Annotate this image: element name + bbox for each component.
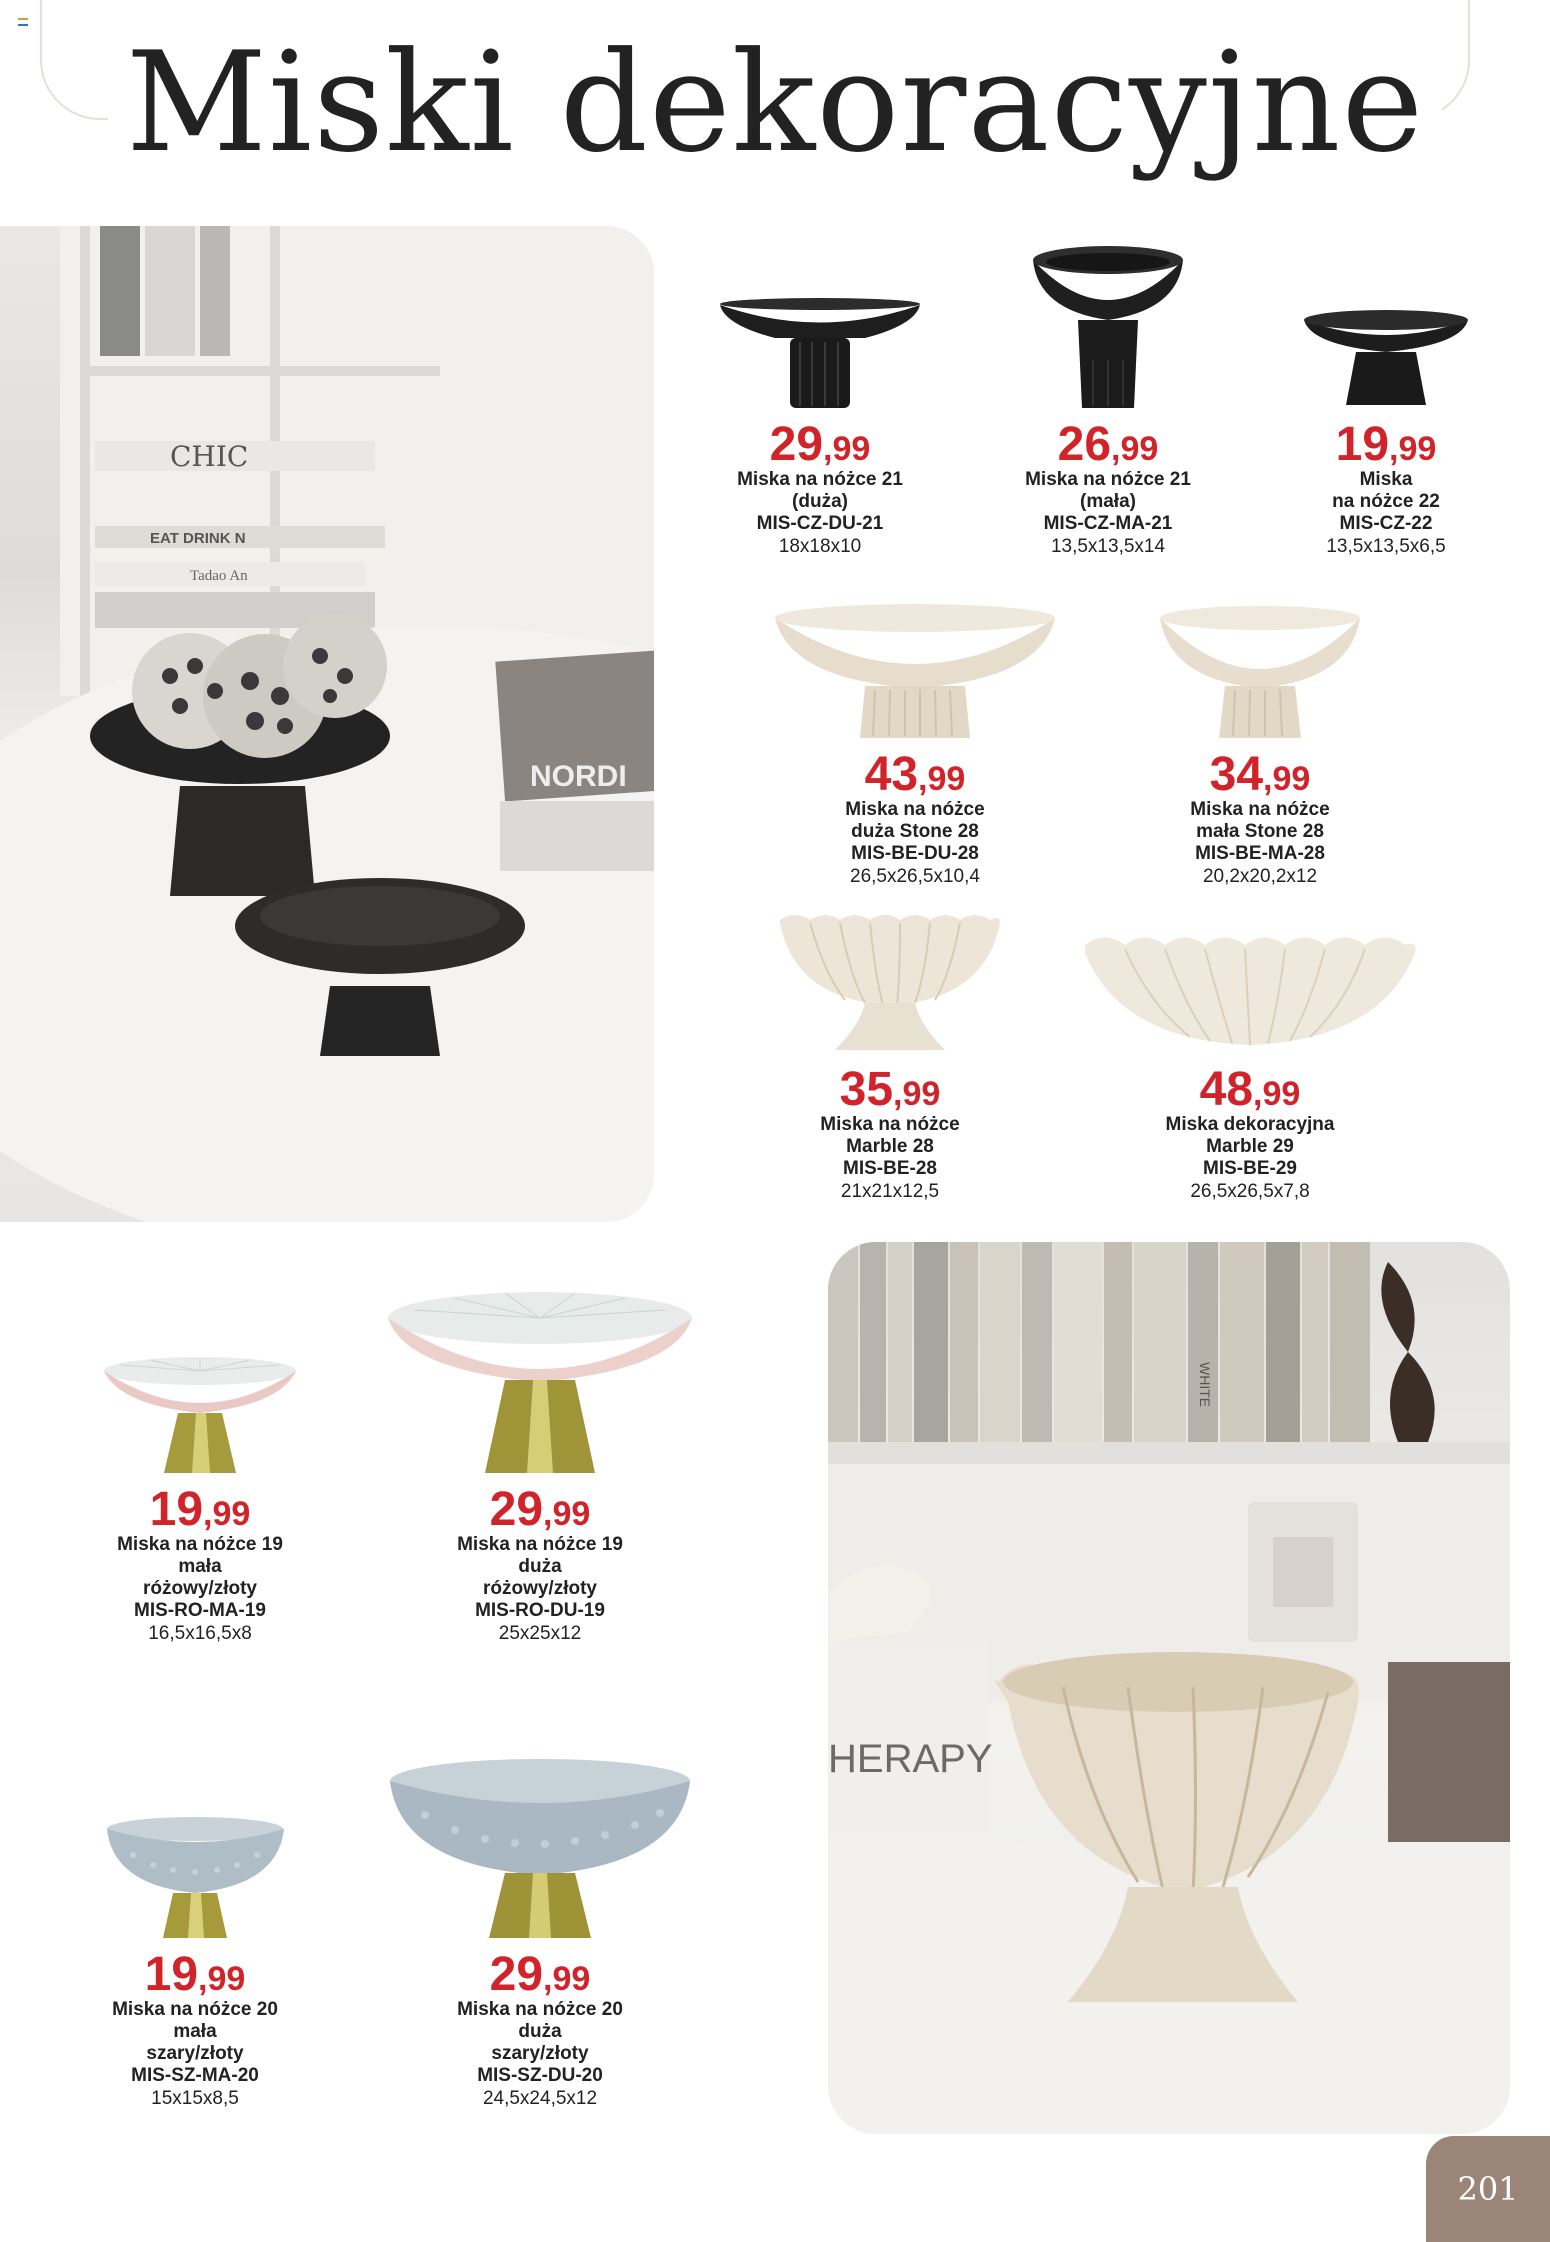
page-title: Miski dekoracyjne bbox=[0, 20, 1550, 186]
price: 29,99 bbox=[489, 1483, 591, 1536]
product-card[interactable] bbox=[770, 905, 1010, 1203]
product-image-grey-gold-bowl-small bbox=[103, 1815, 288, 1940]
product-name: Miska na nóżce Marble 28 bbox=[820, 1114, 960, 1157]
product-card[interactable] bbox=[1266, 300, 1506, 558]
product-card[interactable] bbox=[770, 600, 1060, 888]
product-dimensions: 13,5x13,5x6,5 bbox=[1326, 536, 1446, 557]
product-image-black-pedestal-bowl-small bbox=[1028, 240, 1188, 410]
product-code: MIS-BE-28 bbox=[843, 1158, 937, 1179]
product-dimensions: 15x15x8,5 bbox=[151, 2088, 239, 2109]
product-dimensions: 18x18x10 bbox=[778, 536, 862, 557]
product-dimensions: 25x25x12 bbox=[498, 1623, 582, 1644]
product-image-stone-bowl-large bbox=[770, 600, 1060, 740]
product-card[interactable] bbox=[988, 240, 1228, 558]
product-code: MIS-CZ-DU-21 bbox=[756, 513, 884, 534]
svg-text:EAT DRINK N: EAT DRINK N bbox=[150, 530, 246, 547]
product-card[interactable] bbox=[380, 1755, 700, 2110]
product-card[interactable] bbox=[90, 1355, 310, 1645]
svg-text:HERAPY: HERAPY bbox=[828, 1737, 993, 1781]
product-name: Miska na nóżce duża Stone 28 bbox=[845, 799, 985, 842]
price: 29,99 bbox=[489, 1948, 591, 2001]
product-name: Miska na nóżce 20 mała szary/złoty bbox=[112, 1999, 278, 2064]
product-code: MIS-BE-DU-28 bbox=[851, 843, 979, 864]
product-image-pink-gold-bowl-small bbox=[100, 1355, 300, 1475]
product-image-marble-bowl-fluted bbox=[775, 905, 1005, 1055]
product-name: Miska na nóżce 21 (duża) bbox=[737, 469, 903, 512]
product-name: Miska dekoracyjna Marble 29 bbox=[1165, 1114, 1335, 1157]
product-image-stone-bowl-small bbox=[1155, 600, 1365, 740]
product-dimensions: 21x21x12,5 bbox=[840, 1181, 940, 1202]
product-card[interactable] bbox=[85, 1815, 305, 2110]
product-code: MIS-BE-MA-28 bbox=[1195, 843, 1325, 864]
product-card[interactable] bbox=[1140, 600, 1380, 888]
price: 43,99 bbox=[864, 748, 966, 801]
price: 48,99 bbox=[1199, 1063, 1301, 1116]
lifestyle-photo-black-bowls bbox=[0, 226, 654, 1222]
product-code: MIS-SZ-DU-20 bbox=[477, 2065, 603, 2086]
price: 26,99 bbox=[1057, 418, 1159, 471]
product-dimensions: 20,2x20,2x12 bbox=[1202, 866, 1318, 887]
product-card[interactable] bbox=[380, 1290, 700, 1645]
product-dimensions: 26,5x26,5x10,4 bbox=[850, 866, 980, 887]
price: 19,99 bbox=[144, 1948, 246, 2001]
product-image-grey-gold-bowl-large bbox=[385, 1755, 695, 1940]
product-code: MIS-CZ-MA-21 bbox=[1043, 513, 1173, 534]
svg-text:Tadao An: Tadao An bbox=[190, 568, 248, 584]
price: 35,99 bbox=[839, 1063, 941, 1116]
svg-text:CHIC: CHIC bbox=[170, 440, 249, 473]
product-image-black-low-bowl bbox=[1301, 300, 1471, 410]
page-number: 201 bbox=[1426, 2136, 1550, 2242]
product-code: MIS-SZ-MA-20 bbox=[131, 2065, 259, 2086]
product-dimensions: 26,5x26,5x7,8 bbox=[1190, 1181, 1310, 1202]
product-name: Miska na nóżce 19 duża różowy/złoty bbox=[457, 1534, 623, 1599]
product-dimensions: 13,5x13,5x14 bbox=[1050, 536, 1166, 557]
lifestyle-photo-marble-bowl bbox=[828, 1242, 1510, 2134]
price: 19,99 bbox=[1335, 418, 1437, 471]
price: 34,99 bbox=[1209, 748, 1311, 801]
product-dimensions: 16,5x16,5x8 bbox=[148, 1623, 252, 1644]
product-image-marble-decorative-bowl bbox=[1080, 925, 1420, 1055]
price: 19,99 bbox=[149, 1483, 251, 1536]
product-name: Miska na nóżce 22 bbox=[1332, 469, 1440, 512]
product-code: MIS-CZ-22 bbox=[1339, 513, 1433, 534]
product-name: Miska na nóżce mała Stone 28 bbox=[1190, 799, 1330, 842]
product-code: MIS-BE-29 bbox=[1203, 1158, 1297, 1179]
product-card[interactable] bbox=[700, 280, 940, 558]
product-image-black-pedestal-bowl-large bbox=[715, 280, 925, 410]
svg-text:NORDI: NORDI bbox=[530, 760, 627, 793]
product-name: Miska na nóżce 21 (mała) bbox=[1025, 469, 1191, 512]
product-code: MIS-RO-DU-19 bbox=[475, 1600, 605, 1621]
product-card[interactable] bbox=[1080, 925, 1420, 1203]
product-image-pink-gold-bowl-large bbox=[385, 1290, 695, 1475]
price: 29,99 bbox=[769, 418, 871, 471]
product-code: MIS-RO-MA-19 bbox=[134, 1600, 266, 1621]
product-name: Miska na nóżce 20 duża szary/złoty bbox=[457, 1999, 623, 2064]
product-dimensions: 24,5x24,5x12 bbox=[482, 2088, 598, 2109]
svg-text:WHITE: WHITE bbox=[1197, 1362, 1213, 1408]
product-name: Miska na nóżce 19 mała różowy/złoty bbox=[117, 1534, 283, 1599]
